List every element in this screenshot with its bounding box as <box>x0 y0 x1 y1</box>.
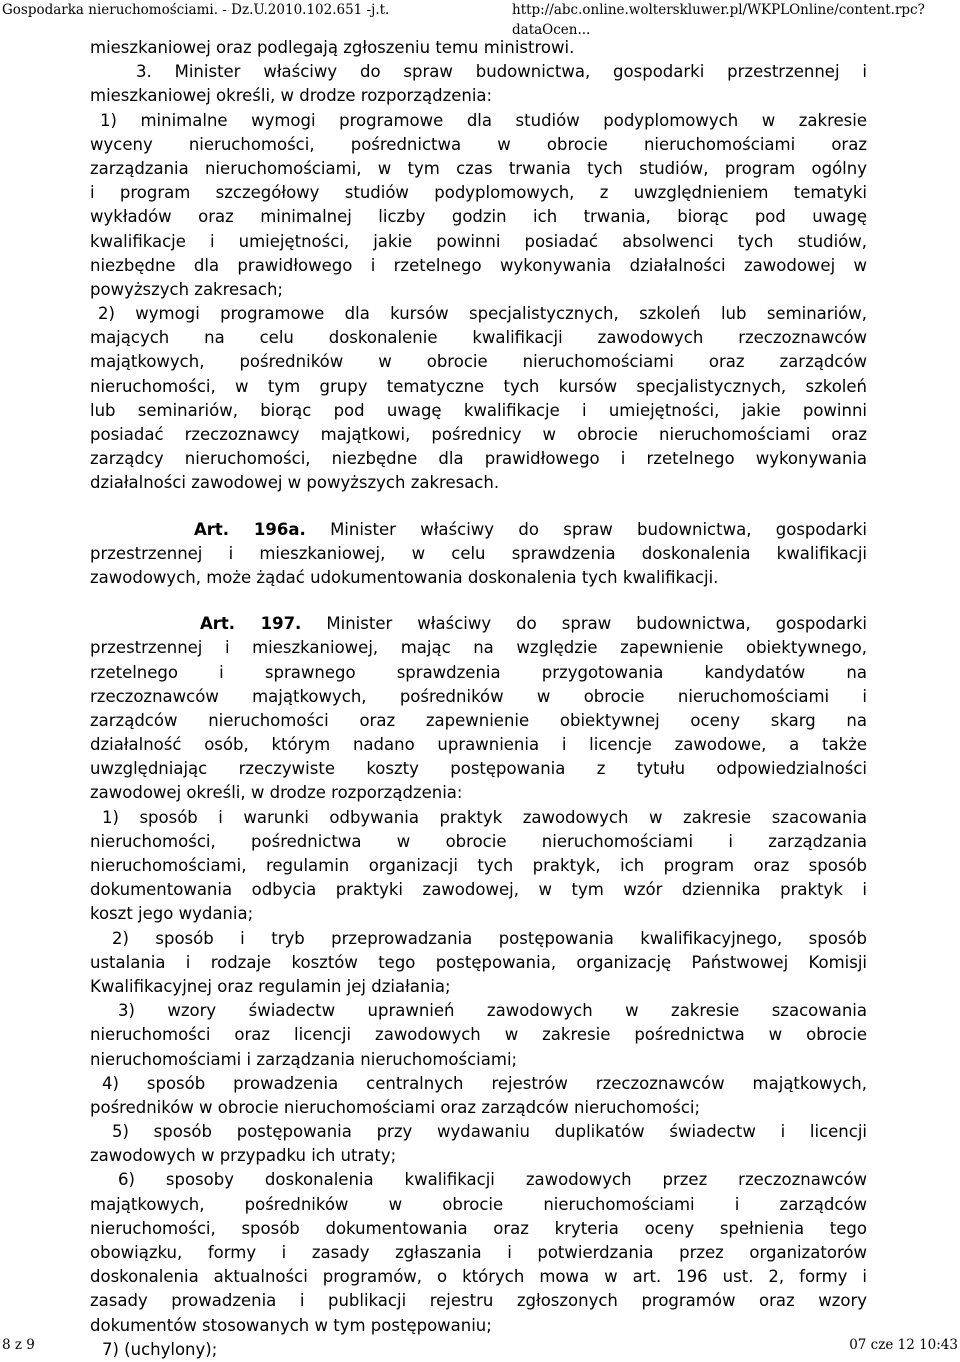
text-line: lub seminariów, biorąc pod uwagę kwalifikacje i umiejętności, jakie powinni <box>90 400 867 420</box>
text-line: posiadać rzeczoznawcy majątkowi, pośrednicy w obrocie nieruchomościami oraz <box>90 425 867 444</box>
browser-print-footer <box>0 1336 960 1354</box>
text-line: Minister właściwy do spraw budownictwa, gospodarki <box>326 614 867 634</box>
text-line: nieruchomości, pośrednictwa w obrocie nieruchomościami i zarządzania <box>90 831 867 851</box>
text-line: wyceny nieruchomości, pośrednictwa w obrocie nieruchomościami oraz <box>90 134 867 154</box>
browser-print-header <box>0 0 960 38</box>
text-line: 3. Minister właściwy do spraw budownictwa, gospodarki przestrzennej i <box>136 62 867 82</box>
text-line: pośredników w obrocie nieruchomościami oraz zarządców nieruchomości; <box>90 1097 701 1117</box>
text-line: doskonalenia aktualności programów, o których mowa w art. 196 ust. 2, formy i <box>90 1267 867 1287</box>
text-line: nieruchomości, sposób dokumentowania oraz kryteria oceny spełnienia tego <box>90 1218 867 1238</box>
spacer <box>90 590 867 612</box>
text-line: uwzględniając rzeczywiste koszty postępowania z tytułu odpowiedzialności <box>90 759 867 779</box>
document-title: Gospodarka nieruchomościami. - Dz.U.2010.102.651 -j.t. <box>2 2 390 18</box>
text-line: 5) sposób postępowania przy wydawaniu duplikatów świadectw i licencji <box>112 1122 867 1142</box>
article-label: Art. 197. <box>200 614 302 634</box>
text-line: dokumentowania odbycia praktyki zawodowej, w tym wzór dziennika praktyk i <box>90 880 867 900</box>
print-date: 07 cze 12 10:43 <box>849 1337 958 1353</box>
text-line: nieruchomościami, regulamin organizacji tych praktyk, ich program oraz sposób <box>90 856 867 875</box>
text-line: 2) wymogi programowe dla kursów specjalistycznych, szkoleń lub seminariów, <box>98 304 867 324</box>
text-line: działalność osób, którym nadano uprawnienia i licencje zawodowe, a także <box>90 735 867 755</box>
text-line: przestrzennej i mieszkaniowej, w celu sprawdzenia doskonalenia kwalifikacji <box>90 543 867 563</box>
text-line: 2) sposób i tryb przeprowadzania postępowania kwalifikacyjnego, sposób <box>112 928 867 948</box>
text-line: wykładów oraz minimalnej liczby godzin ich trwania, biorąc pod uwagę <box>90 207 867 227</box>
text-line: koszt jego wydania; <box>90 904 254 924</box>
text-line: zasady prowadzenia i publikacji rejestru zgłoszonych programów oraz wzory <box>90 1291 867 1311</box>
text-line: rzeczoznawców majątkowych, pośredników w obrocie nieruchomościami i <box>90 686 867 706</box>
text-line: zawodowych w przypadku ich utraty; <box>90 1146 397 1166</box>
text-line: nieruchomości oraz licencji zawodowych w zakresie pośrednictwa w obrocie <box>90 1025 867 1045</box>
page-number: 8 z 9 <box>2 1337 35 1353</box>
text-line: 4) sposób prowadzenia centralnych rejestrów rzeczoznawców majątkowych, <box>102 1073 867 1093</box>
text-line: mieszkaniowej określi, w drodze rozporządzenia: <box>90 86 493 106</box>
text-line: 1) minimalne wymogi programowe dla studiów podyplomowych w zakresie <box>100 110 867 130</box>
text-line: 7) (uchylony); <box>102 1339 218 1359</box>
text-line: obowiązku, formy i zasady zgłaszania i potwierdzania przez organizatorów <box>90 1243 867 1262</box>
text-line: 1) sposób i warunki odbywania praktyk zawodowych w zakresie szacowania <box>102 807 867 827</box>
article-label: Art. 196a. <box>194 519 306 539</box>
text-line: zarządzania nieruchomościami, w tym czas trwania tych studiów, program ogólny <box>90 158 867 178</box>
article-197-heading <box>90 612 867 636</box>
text-line: Kwalifikacyjnej oraz regulamin jej działania; <box>90 976 451 996</box>
text-line: mających na celu doskonalenie kwalifikacji zawodowych rzeczoznawców <box>90 328 867 348</box>
spacer <box>90 496 867 518</box>
text-line: nieruchomości, w tym grupy tematyczne tych kursów specjalistycznych, szkoleń <box>90 376 867 396</box>
text-line: powyższych zakresach; <box>90 279 283 299</box>
article-196a-heading <box>90 518 867 542</box>
text-line: zarządców nieruchomości oraz zapewnienie obiektywnej oceny skarg na <box>90 710 867 730</box>
text-line: kwalifikacje i umiejętności, jakie powinni posiadać absolwenci tych studiów, <box>90 231 867 251</box>
document-url: http://abc.online.wolterskluwer.pl/WKPLOnline/content.rpc?dataOcen... <box>512 2 925 38</box>
text-line: zawodowej określi, w drodze rozporządzenia: <box>90 783 463 803</box>
text-line: niezbędne dla prawidłowego i rzetelnego wykonywania działalności zawodowej w <box>90 255 867 275</box>
text-line: majątkowych, pośredników w obrocie nieruchomościami oraz zarządców <box>90 352 867 372</box>
text-line: rzetelnego i sprawnego sprawdzenia przygotowania kandydatów na <box>90 662 867 682</box>
text-line: przestrzennej i mieszkaniowej, mając na względzie zapewnienie obiektywnego, <box>90 638 867 658</box>
text-line: Minister właściwy do spraw budownictwa, gospodarki <box>330 519 867 539</box>
text-line: działalności zawodowej w powyższych zakresach. <box>90 473 500 493</box>
text-line: 6) sposoby doskonalenia kwalifikacji zawodowych przez rzeczoznawców <box>118 1170 867 1190</box>
text-line: mieszkaniowej oraz podlegają zgłoszeniu temu ministrowi. <box>90 38 575 57</box>
text-line: 3) wzory świadectw uprawnień zawodowych w zakresie szacowania <box>118 1001 867 1021</box>
text-line: zarządcy nieruchomości, niezbędne dla prawidłowego i rzetelnego wykonywania <box>90 449 867 469</box>
text-line: dokumentów stosowanych w tym postępowaniu; <box>90 1315 492 1335</box>
text-line: nieruchomościami i zarządzania nieruchomościami; <box>90 1049 518 1069</box>
text-line: i program szczegółowy studiów podyplomowych, z uwzględnieniem tematyki <box>90 183 867 203</box>
document-body <box>90 36 867 1362</box>
text-line: ustalania i rodzaje kosztów tego postępowania, organizację Państwowej Komisji <box>90 952 867 972</box>
text-line: majątkowych, pośredników w obrocie nieruchomościami i zarządców <box>90 1194 867 1214</box>
text-line: zawodowych, może żądać udokumentowania doskonalenia tych kwalifikacji. <box>90 567 719 587</box>
